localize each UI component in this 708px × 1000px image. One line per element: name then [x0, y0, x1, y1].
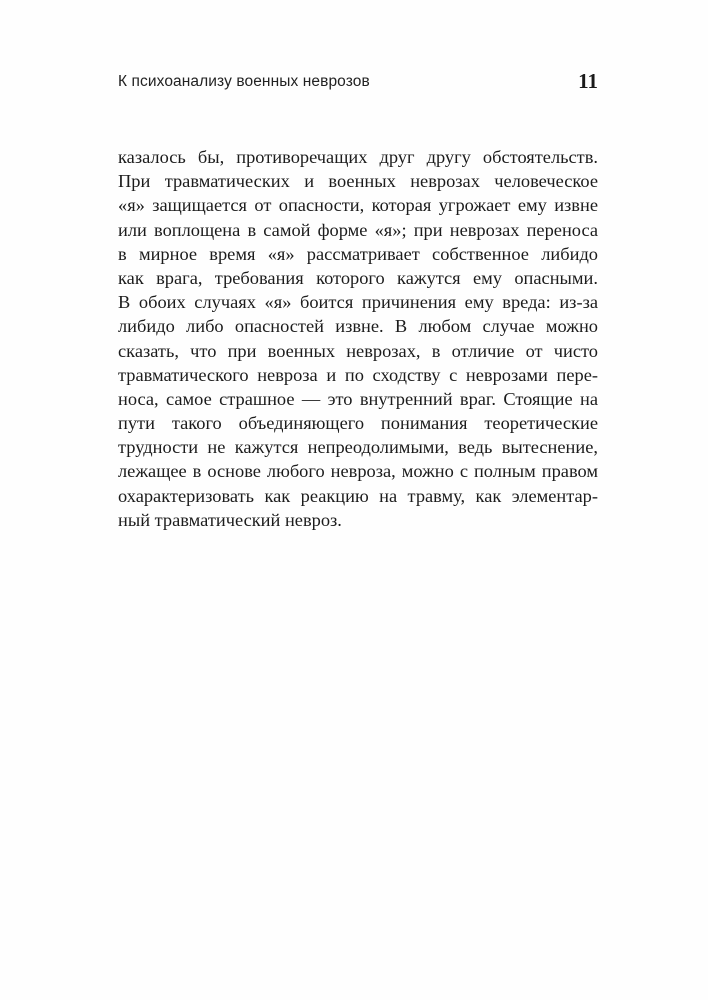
text-line: сказать, что при военных неврозах, в отличие от чисто [118, 340, 598, 361]
text-line: «я» защищается от опасности, которая угрожает ему извне [118, 195, 598, 216]
body-paragraph [118, 145, 598, 532]
text-line: пути такого объединяющего понимания теоретические [118, 413, 598, 434]
text-line: как врага, требования которого кажутся ему опасными. [118, 267, 598, 288]
running-head: К психоанализу военных неврозов [118, 73, 370, 90]
text-line: казалось бы, противоречащих друг другу обстоятельств. [118, 147, 598, 167]
text-line: в мирное время «я» рассматривает собственное либидо [118, 243, 598, 264]
text-line: При травматических и военных неврозах человеческое [118, 171, 598, 192]
text-line: охарактеризовать как реакцию на травму, как элементар- [118, 485, 598, 506]
text-line: трудности не кажутся непреодолимыми, ведь вытеснение, [118, 437, 598, 458]
text-line: лежащее в основе любого невроза, можно с полным правом [118, 461, 598, 482]
page-number: 11 [578, 69, 598, 93]
text-line: ный травматический невроз. [118, 509, 342, 530]
text-line: травматического невроза и по сходству с неврозами пере- [118, 364, 598, 385]
text-line: или воплощена в самой форме «я»; при неврозах переноса [118, 219, 598, 240]
text-line: В обоих случаях «я» боится причинения ему вреда: из-за [118, 292, 598, 313]
text-line: носа, самое страшное — это внутренний враг. Стоящие на [118, 388, 598, 409]
text-line: либидо либо опасностей извне. В любом случае можно [118, 316, 598, 337]
